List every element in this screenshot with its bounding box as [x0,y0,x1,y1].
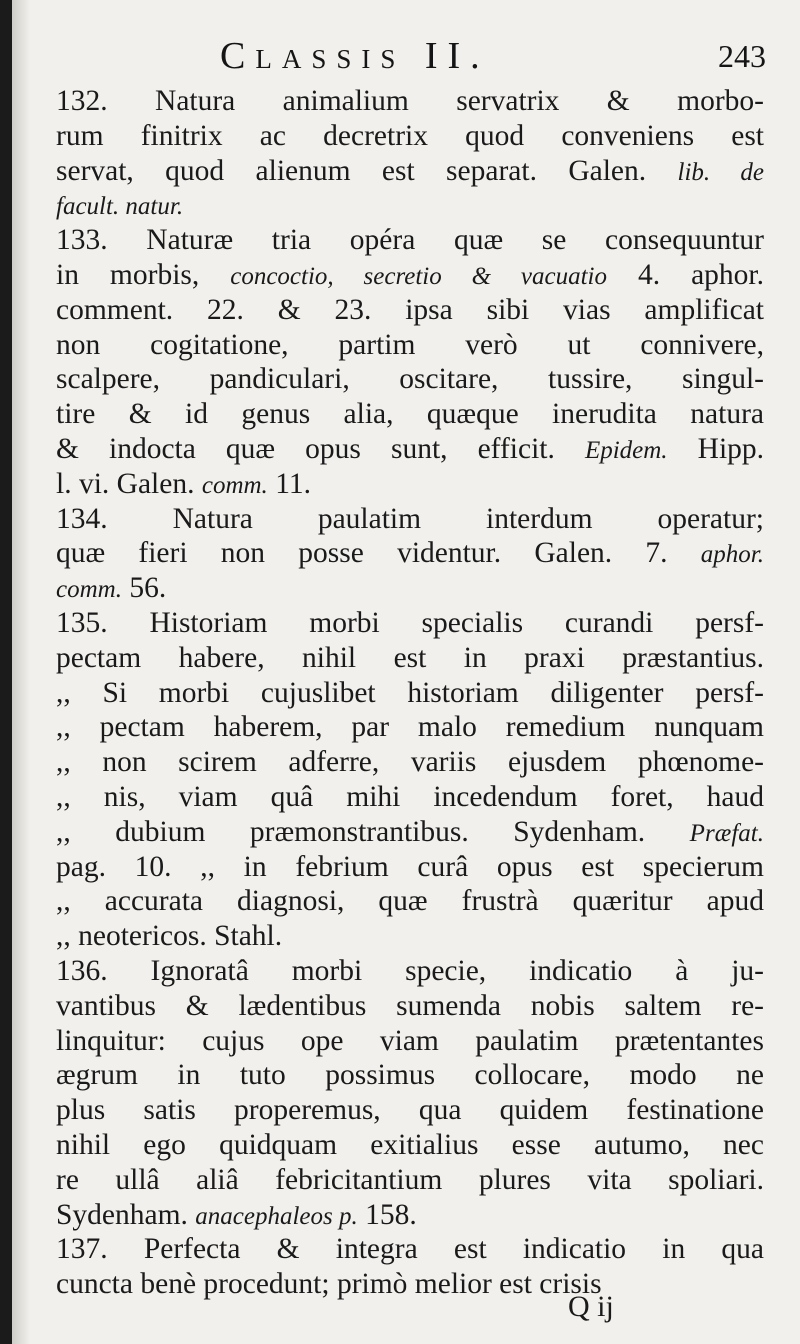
text-run: pag. 10. ,, in febrium curâ opus est specierum [56,850,764,883]
book-page [12,0,800,1344]
text-run: 133. Naturæ tria opéra quæ se consequuntur [56,224,764,257]
text-run: ,, pectam haberem, par malo remedium nunquam [56,711,764,744]
text-line [56,154,764,189]
text-run: rum finitrix ac decretrix quod conveniens est [56,119,764,152]
text-run: plus satis properemus, qua quidem festinatione [56,1094,764,1127]
text-run: ,, neotericos. Stahl. [56,920,283,953]
text-run: l. vi. Galen. [56,467,202,500]
text-run: ægrum in tuto possimus collocare, modo ne [56,1059,764,1092]
text-run: re ullâ aliâ febricitantium plures vita spoliari. [56,1163,764,1196]
text-line [56,954,764,989]
text-line [56,502,764,537]
text-line [56,362,764,397]
text-line [56,397,764,432]
text-run: 4. aphor. [606,258,764,291]
paragraph-132 [56,84,764,223]
text-run: 132. Natura animalium servatrix & morbo- [56,85,764,117]
text-line [56,710,764,745]
text-run: ,, dubium præmonstrantibus. Sydenham. [56,815,690,848]
text-line [56,745,764,780]
text-run: quæ fieri non posse videntur. Galen. 7. [56,537,701,570]
italic-text: concoctio, secretio & vacuatio [230,262,607,290]
text-line [56,188,764,223]
text-line [56,1198,764,1233]
paragraph-135 [56,606,764,954]
text-run: cuncta benè procedunt; primò melior est crisis [56,1268,602,1301]
text-run: nihil ego quidquam exitialius esse autumo, nec [56,1128,764,1161]
text-line [56,606,764,641]
page-number: 243 [718,38,766,74]
text-line [56,223,764,258]
text-line [56,989,764,1024]
text-line [56,815,764,850]
page-header [12,34,800,84]
paragraph-133 [56,223,764,501]
text-run: 11. [267,467,311,500]
italic-text: anacephaleos p. [195,1202,358,1230]
paragraph-134 [56,502,764,606]
text-line [56,119,764,154]
text-run: comment. 22. & 23. ipsa sibi vias amplificat [56,293,764,326]
text-run: ,, Si morbi cujuslibet historiam diligenter persf- [56,676,764,709]
text-run: scalpere, pandiculari, oscitare, tussire, singul- [56,363,764,396]
italic-text: Epidem. [584,436,668,464]
text-run: 158. [357,1198,417,1231]
text-line [56,1232,764,1267]
text-run: 137. Perfecta & integra est indicatio in qua [56,1233,764,1266]
text-line [56,884,764,919]
text-line [56,571,764,606]
text-line [56,676,764,711]
text-line [56,293,764,328]
text-line [56,258,764,293]
text-run: 134. Natura paulatim interdum operatur; [56,502,764,535]
text-line [56,1058,764,1093]
text-run: tire & id genus alia, quæque inerudita natura [56,398,764,431]
text-run: ,, non scirem adferre, variis ejusdem phœnome- [56,746,764,779]
text-run: non cogitatione, partim verò ut connivere, [56,328,764,361]
body-text [56,84,764,1302]
italic-text: aphor. [700,541,764,569]
text-run: vantibus & lædentibus sumenda nobis saltem re- [56,989,764,1022]
text-run: Hipp. [667,432,765,465]
text-run: ,, accurata diagnosi, quæ frustrà quæritur apud [56,885,764,918]
text-run: 135. Historiam morbi specialis curandi persf- [56,606,764,639]
text-run: in morbis, [56,258,231,291]
text-line [56,84,764,119]
text-run: servat, quod alienum est separat. Galen. [56,154,678,187]
text-run: Sydenham. [56,1198,196,1231]
text-line [56,467,764,502]
running-head: Classis II. [220,35,490,77]
text-line [56,850,764,885]
italic-text: Præfat. [689,819,764,847]
italic-text: facult. natur. [56,193,184,221]
text-line [56,432,764,467]
paragraph-136 [56,954,764,1232]
text-line [56,328,764,363]
text-run: 136. Ignoratâ morbi specie, indicatio à ju- [56,954,764,987]
text-line [56,641,764,676]
text-line [56,536,764,571]
text-run: ,, nis, viam quâ mihi incedendum foret, haud [56,780,764,813]
text-line [56,919,764,954]
italic-text: comm. [56,576,122,604]
text-line [56,780,764,815]
text-line [56,1163,764,1198]
text-run: linquitur: cujus ope viam paulatim prætentantes [56,1024,764,1057]
text-line [56,1024,764,1059]
text-line [56,1267,764,1302]
paragraph-137 [56,1232,764,1302]
italic-text: comm. [201,471,268,499]
signature-mark: Q ij [568,1290,614,1323]
text-run: 56. [121,572,167,605]
italic-text: lib. de [677,158,764,186]
text-run: pectam habere, nihil est in praxi præstantius. [56,641,764,674]
text-line [56,1128,764,1163]
text-run: & indocta quæ opus sunt, efficit. [56,432,585,465]
text-line [56,1093,764,1128]
